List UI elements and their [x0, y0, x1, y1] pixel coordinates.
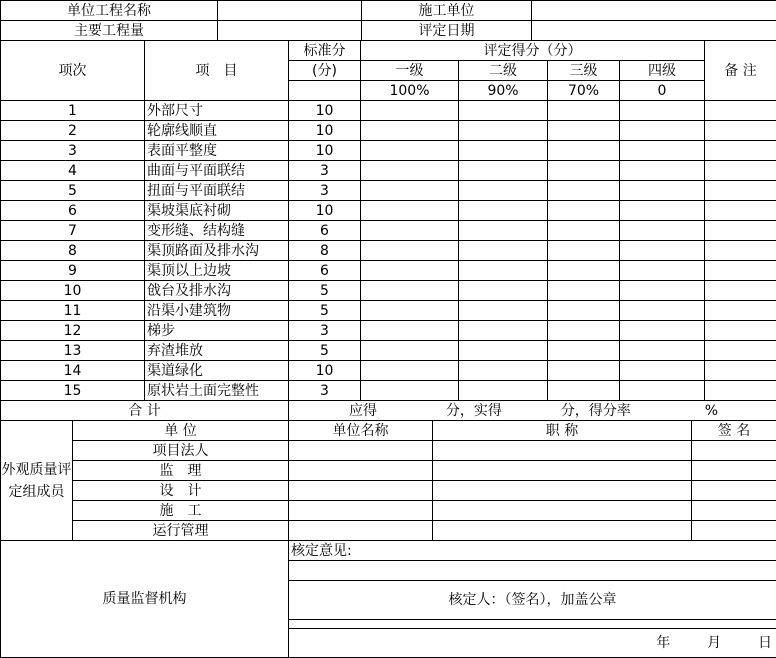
grade4-cell[interactable]	[620, 101, 705, 121]
item-name: 轮廓线顺直	[145, 121, 289, 141]
remark-cell[interactable]	[705, 161, 776, 181]
item-row	[1, 101, 776, 121]
team-sign-cell[interactable]	[692, 481, 776, 501]
contractor-label: 施工单位	[362, 1, 532, 21]
team-title-cell[interactable]	[433, 521, 692, 541]
grade2-cell[interactable]	[459, 361, 548, 381]
item-no: 11	[1, 301, 145, 321]
item-score: 3	[289, 161, 361, 181]
date-day: 日	[758, 635, 772, 651]
item-no: 4	[1, 161, 145, 181]
remark-cell[interactable]	[705, 121, 776, 141]
team-unit-name-cell[interactable]	[289, 441, 433, 461]
remark-cell[interactable]	[705, 321, 776, 341]
grade4-cell[interactable]	[620, 341, 705, 361]
col-remark-header: 备 注	[705, 41, 776, 101]
item-name: 渠坡渠底衬砌	[145, 201, 289, 221]
main-quantity-value[interactable]	[218, 21, 362, 41]
item-row	[1, 181, 776, 201]
item-name: 渠道绿化	[145, 361, 289, 381]
grade2-cell[interactable]	[459, 341, 548, 361]
percent-label: %	[705, 402, 718, 420]
item-name: 外部尺寸	[145, 101, 289, 121]
grade1-cell[interactable]	[361, 281, 459, 301]
col-std-score-header: 标准分	[289, 41, 361, 61]
grade3-cell[interactable]	[548, 361, 620, 381]
date-row	[289, 629, 776, 658]
grade3-cell[interactable]	[548, 101, 620, 121]
grade1-cell[interactable]	[361, 221, 459, 241]
item-row	[1, 381, 776, 401]
item-score: 10	[289, 141, 361, 161]
opinion-line[interactable]	[289, 561, 776, 581]
team-title-cell[interactable]	[433, 501, 692, 521]
item-row	[1, 121, 776, 141]
grade1-cell[interactable]	[361, 301, 459, 321]
team-unit-name-cell[interactable]	[289, 501, 433, 521]
actual-get-label: 分，实得	[446, 402, 502, 420]
team-unit-name-cell[interactable]	[289, 481, 433, 501]
grade1-cell[interactable]	[361, 201, 459, 221]
col-grade2: 二级	[459, 61, 548, 81]
project-name-value[interactable]	[218, 1, 362, 21]
score-rate-label: 分，得分率	[561, 402, 631, 420]
item-score: 6	[289, 261, 361, 281]
item-name: 渠顶路面及排水沟	[145, 241, 289, 261]
grade3-cell[interactable]	[548, 141, 620, 161]
team-sign-cell[interactable]	[692, 461, 776, 481]
item-row	[1, 341, 776, 361]
team-role: 项目法人	[73, 441, 289, 461]
grade1-cell[interactable]	[361, 321, 459, 341]
header-table	[0, 0, 776, 41]
item-no: 2	[1, 121, 145, 141]
remark-cell[interactable]	[705, 141, 776, 161]
col-pct2: 90%	[459, 81, 548, 101]
grade4-cell[interactable]	[620, 201, 705, 221]
remark-cell[interactable]	[705, 101, 776, 121]
supervision-table	[0, 540, 776, 658]
col-pct3: 70%	[548, 81, 620, 101]
item-no: 12	[1, 321, 145, 341]
item-score: 10	[289, 121, 361, 141]
grade4-cell[interactable]	[620, 281, 705, 301]
grade3-cell[interactable]	[548, 381, 620, 401]
col-std-blank	[289, 81, 361, 101]
grade2-cell[interactable]	[459, 221, 548, 241]
grade2-cell[interactable]	[459, 301, 548, 321]
team-role: 设 计	[73, 481, 289, 501]
item-row	[1, 321, 776, 341]
item-score: 8	[289, 241, 361, 261]
grade4-cell[interactable]	[620, 121, 705, 141]
col-no-header: 项次	[1, 41, 145, 101]
grade1-cell[interactable]	[361, 381, 459, 401]
remark-cell[interactable]	[705, 361, 776, 381]
remark-cell[interactable]	[705, 381, 776, 401]
grade4-cell[interactable]	[620, 241, 705, 261]
item-no: 13	[1, 341, 145, 361]
team-unit-name-cell[interactable]	[289, 521, 433, 541]
item-row	[1, 281, 776, 301]
grade4-cell[interactable]	[620, 181, 705, 201]
team-title-cell[interactable]	[433, 461, 692, 481]
item-name: 弃渣堆放	[145, 341, 289, 361]
item-no: 5	[1, 181, 145, 201]
date-year: 年	[656, 635, 670, 651]
grade2-cell[interactable]	[459, 381, 548, 401]
item-row	[1, 301, 776, 321]
grade1-cell[interactable]	[361, 141, 459, 161]
grade2-cell[interactable]	[459, 321, 548, 341]
col-eval-score-header: 评定得分（分）	[361, 41, 705, 61]
item-row	[1, 361, 776, 381]
team-sign-cell[interactable]	[692, 501, 776, 521]
item-no: 10	[1, 281, 145, 301]
remark-cell[interactable]	[705, 341, 776, 361]
team-title-cell[interactable]	[433, 441, 692, 461]
col-pct4: 0	[620, 81, 705, 101]
grade2-cell[interactable]	[459, 101, 548, 121]
item-row	[1, 201, 776, 221]
grade3-cell[interactable]	[548, 121, 620, 141]
should-get-label: 应得	[349, 402, 377, 420]
grade2-cell[interactable]	[459, 281, 548, 301]
col-std-unit: (分)	[289, 61, 361, 81]
item-score: 3	[289, 381, 361, 401]
col-pct1: 100%	[361, 81, 459, 101]
remark-cell[interactable]	[705, 241, 776, 261]
supervision-org-label: 质量监督机构	[1, 541, 289, 658]
grade1-cell[interactable]	[361, 261, 459, 281]
item-no: 6	[1, 201, 145, 221]
eval-date-label: 评定日期	[362, 21, 532, 41]
grade3-cell[interactable]	[548, 181, 620, 201]
grade3-cell[interactable]	[548, 161, 620, 181]
item-score: 3	[289, 181, 361, 201]
grade3-cell[interactable]	[548, 241, 620, 261]
remark-cell[interactable]	[705, 301, 776, 321]
item-score: 10	[289, 101, 361, 121]
grade4-cell[interactable]	[620, 361, 705, 381]
item-name: 原状岩土面完整性	[145, 381, 289, 401]
grade3-cell[interactable]	[548, 341, 620, 361]
remark-cell[interactable]	[705, 181, 776, 201]
item-name: 表面平整度	[145, 141, 289, 161]
grade1-cell[interactable]	[361, 101, 459, 121]
grade1-cell[interactable]	[361, 241, 459, 261]
contractor-value[interactable]	[532, 1, 776, 21]
grade3-cell[interactable]	[548, 321, 620, 341]
item-no: 8	[1, 241, 145, 261]
item-name: 变形缝、结构缝	[145, 221, 289, 241]
item-score: 6	[289, 221, 361, 241]
item-no: 1	[1, 101, 145, 121]
col-grade3: 三级	[548, 61, 620, 81]
item-score: 5	[289, 301, 361, 321]
item-score: 5	[289, 281, 361, 301]
grade1-cell[interactable]	[361, 161, 459, 181]
team-table	[0, 420, 776, 541]
item-score: 10	[289, 201, 361, 221]
team-title-header: 职 称	[433, 421, 692, 441]
team-unit-name-cell[interactable]	[289, 461, 433, 481]
team-role: 监 理	[73, 461, 289, 481]
item-no: 14	[1, 361, 145, 381]
team-unit-header: 单 位	[73, 421, 289, 441]
col-grade1: 一级	[361, 61, 459, 81]
grade1-cell[interactable]	[361, 181, 459, 201]
item-no: 3	[1, 141, 145, 161]
grade4-cell[interactable]	[620, 261, 705, 281]
grade3-cell[interactable]	[548, 221, 620, 241]
item-row	[1, 141, 776, 161]
grade1-cell[interactable]	[361, 361, 459, 381]
remark-cell[interactable]	[705, 261, 776, 281]
team-sign-cell[interactable]	[692, 441, 776, 461]
col-grade4: 四级	[620, 61, 705, 81]
grade2-cell[interactable]	[459, 161, 548, 181]
remark-cell[interactable]	[705, 221, 776, 241]
remark-cell[interactable]	[705, 281, 776, 301]
eval-date-value[interactable]	[532, 21, 776, 41]
team-sign-cell[interactable]	[692, 521, 776, 541]
team-group-label: 外观质量评定组成员	[1, 421, 73, 541]
grade3-cell[interactable]	[548, 201, 620, 221]
date-month: 月	[707, 635, 721, 651]
opinion-label: 核定意见:	[289, 541, 776, 561]
team-sign-header: 签 名	[692, 421, 776, 441]
item-name: 沿渠小建筑物	[145, 301, 289, 321]
item-name: 渠顶以上边坡	[145, 261, 289, 281]
spacer-row	[289, 620, 776, 629]
team-role: 运行管理	[73, 521, 289, 541]
project-name-label: 单位工程名称	[1, 1, 218, 21]
grade2-cell[interactable]	[459, 181, 548, 201]
grade3-cell[interactable]	[548, 281, 620, 301]
grade4-cell[interactable]	[620, 221, 705, 241]
item-name: 扭面与平面联结	[145, 181, 289, 201]
grade1-cell[interactable]	[361, 341, 459, 361]
team-title-cell[interactable]	[433, 481, 692, 501]
remark-cell[interactable]	[705, 201, 776, 221]
approver-text: 核定人：（签名），加盖公章	[289, 581, 776, 620]
grade4-cell[interactable]	[620, 321, 705, 341]
item-score: 3	[289, 321, 361, 341]
item-row	[1, 241, 776, 261]
col-item-header: 项 目	[145, 41, 289, 101]
item-no: 9	[1, 261, 145, 281]
grade4-cell[interactable]	[620, 141, 705, 161]
team-role: 施 工	[73, 501, 289, 521]
grade2-cell[interactable]	[459, 241, 548, 261]
item-no: 7	[1, 221, 145, 241]
team-unit-name-header: 单位名称	[289, 421, 433, 441]
grade3-cell[interactable]	[548, 301, 620, 321]
grade4-cell[interactable]	[620, 381, 705, 401]
total-summary	[289, 401, 776, 421]
scoring-table	[0, 40, 776, 421]
grade2-cell[interactable]	[459, 141, 548, 161]
item-name: 戗台及排水沟	[145, 281, 289, 301]
item-row	[1, 221, 776, 241]
item-no: 15	[1, 381, 145, 401]
grade1-cell[interactable]	[361, 121, 459, 141]
grade2-cell[interactable]	[459, 261, 548, 281]
item-score: 5	[289, 341, 361, 361]
item-name: 曲面与平面联结	[145, 161, 289, 181]
grade4-cell[interactable]	[620, 301, 705, 321]
item-name: 梯步	[145, 321, 289, 341]
total-label: 合 计	[1, 401, 289, 421]
item-row	[1, 161, 776, 181]
grade3-cell[interactable]	[548, 261, 620, 281]
grade2-cell[interactable]	[459, 201, 548, 221]
main-quantity-label: 主要工程量	[1, 21, 218, 41]
item-score: 10	[289, 361, 361, 381]
grade4-cell[interactable]	[620, 161, 705, 181]
item-row	[1, 261, 776, 281]
grade2-cell[interactable]	[459, 121, 548, 141]
